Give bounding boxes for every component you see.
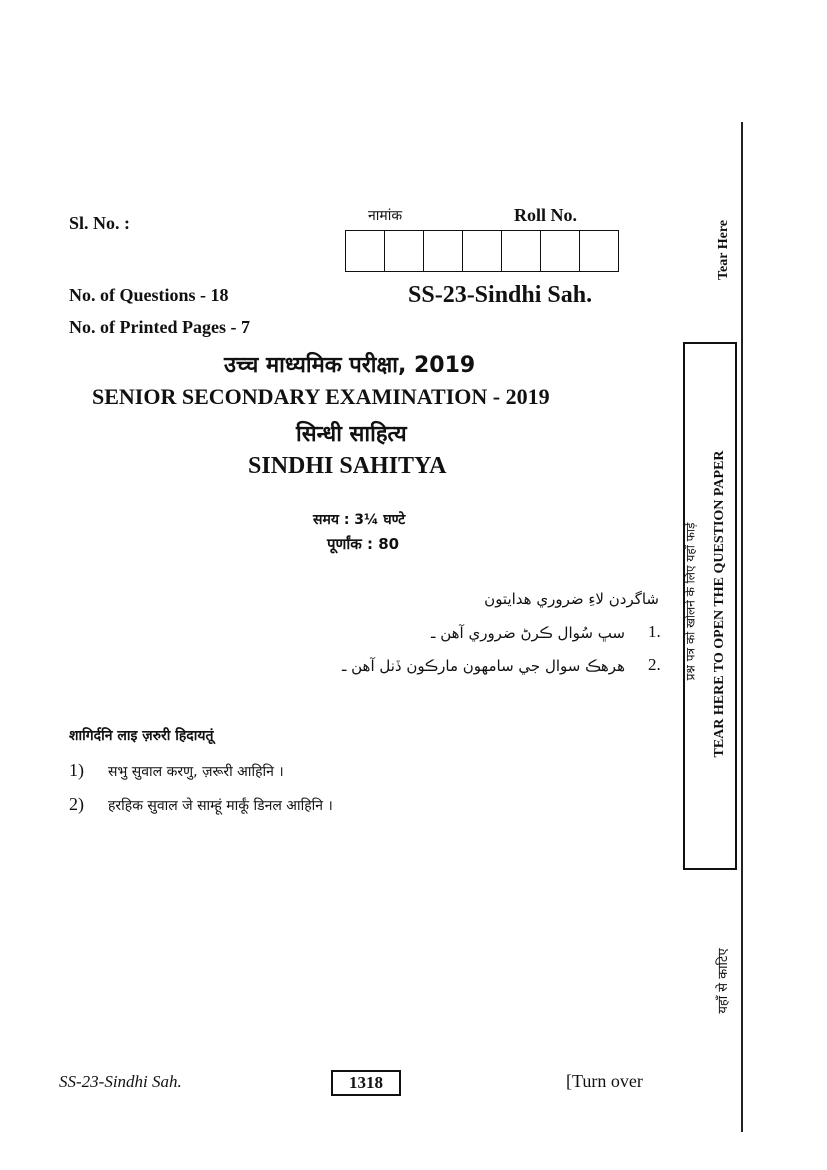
- roll-no-label: Roll No.: [514, 205, 577, 225]
- roll-digit-box[interactable]: [424, 231, 463, 271]
- subject-title-english: SINDHI SAHITYA: [248, 453, 447, 479]
- sindhi-instruction-number: 1.: [648, 622, 661, 641]
- cut-here-label: यहाँ से काटिए: [716, 948, 731, 1014]
- questions-count: No. of Questions - 18: [69, 285, 229, 305]
- roll-digit-box[interactable]: [385, 231, 424, 271]
- sindhi-instructions-heading: شاگردن لاءِ ضروري هدايتون: [484, 590, 659, 608]
- devanagari-instruction-text: हरहिक सुवाल जे साम्हूं मार्कूं डिनल आहिनि ।: [108, 798, 333, 814]
- sindhi-instruction-number: 2.: [648, 655, 661, 674]
- devanagari-instruction-number: 1): [69, 760, 84, 780]
- sindhi-instruction-text: سڀ سُوال ڪرڻ ضروري آهن ـ: [431, 624, 625, 642]
- tear-here-label: Tear Here: [716, 220, 731, 281]
- roll-digit-box[interactable]: [346, 231, 385, 271]
- roll-digit-box[interactable]: [463, 231, 502, 271]
- roll-digit-box[interactable]: [580, 231, 618, 271]
- tear-instruction-english: TEAR HERE TO OPEN THE QUESTION PAPER: [712, 450, 727, 758]
- exam-title-hindi: उच्च माध्यमिक परीक्षा, 2019: [224, 353, 476, 378]
- devanagari-instructions-heading: शागिर्दनि लाइ ज़रुरी हिदायतूं: [69, 728, 214, 744]
- sl-no-label: Sl. No. :: [69, 213, 131, 233]
- devanagari-instruction-text: सभु सुवाल करणु, ज़रूरी आहिनि ।: [108, 764, 284, 780]
- tear-line: [741, 122, 743, 1132]
- printed-pages-count: No. of Printed Pages - 7: [69, 317, 250, 337]
- footer-code-box: [331, 1070, 401, 1096]
- footer-paper-code: SS-23-Sindhi Sah.: [59, 1072, 182, 1091]
- tear-instruction-hindi: प्रश्न पत्र को खोलने के लिए यहाँ फाड़ें: [683, 522, 698, 681]
- roll-no-hindi-label: नामांक: [368, 208, 403, 224]
- devanagari-instruction-number: 2): [69, 794, 84, 814]
- roll-digit-box[interactable]: [541, 231, 580, 271]
- paper-code: SS-23-Sindhi Sah.: [408, 282, 593, 308]
- time-allowed: समय : 3¼ घण्टे: [313, 512, 406, 528]
- subject-title-hindi: सिन्धी साहित्य: [296, 422, 407, 447]
- sindhi-instruction-text: هرهڪ سوال جي سامهون مارڪون ڏنل آهن ـ: [341, 657, 625, 675]
- roll-digit-box[interactable]: [502, 231, 541, 271]
- exam-title-english: SENIOR SECONDARY EXAMINATION - 2019: [92, 384, 550, 409]
- footer-paper-number: 1318: [349, 1073, 383, 1092]
- max-marks: पूर्णांक : 80: [327, 535, 400, 553]
- turn-over-label: [Turn over: [566, 1071, 643, 1091]
- roll-number-boxes[interactable]: [345, 230, 619, 272]
